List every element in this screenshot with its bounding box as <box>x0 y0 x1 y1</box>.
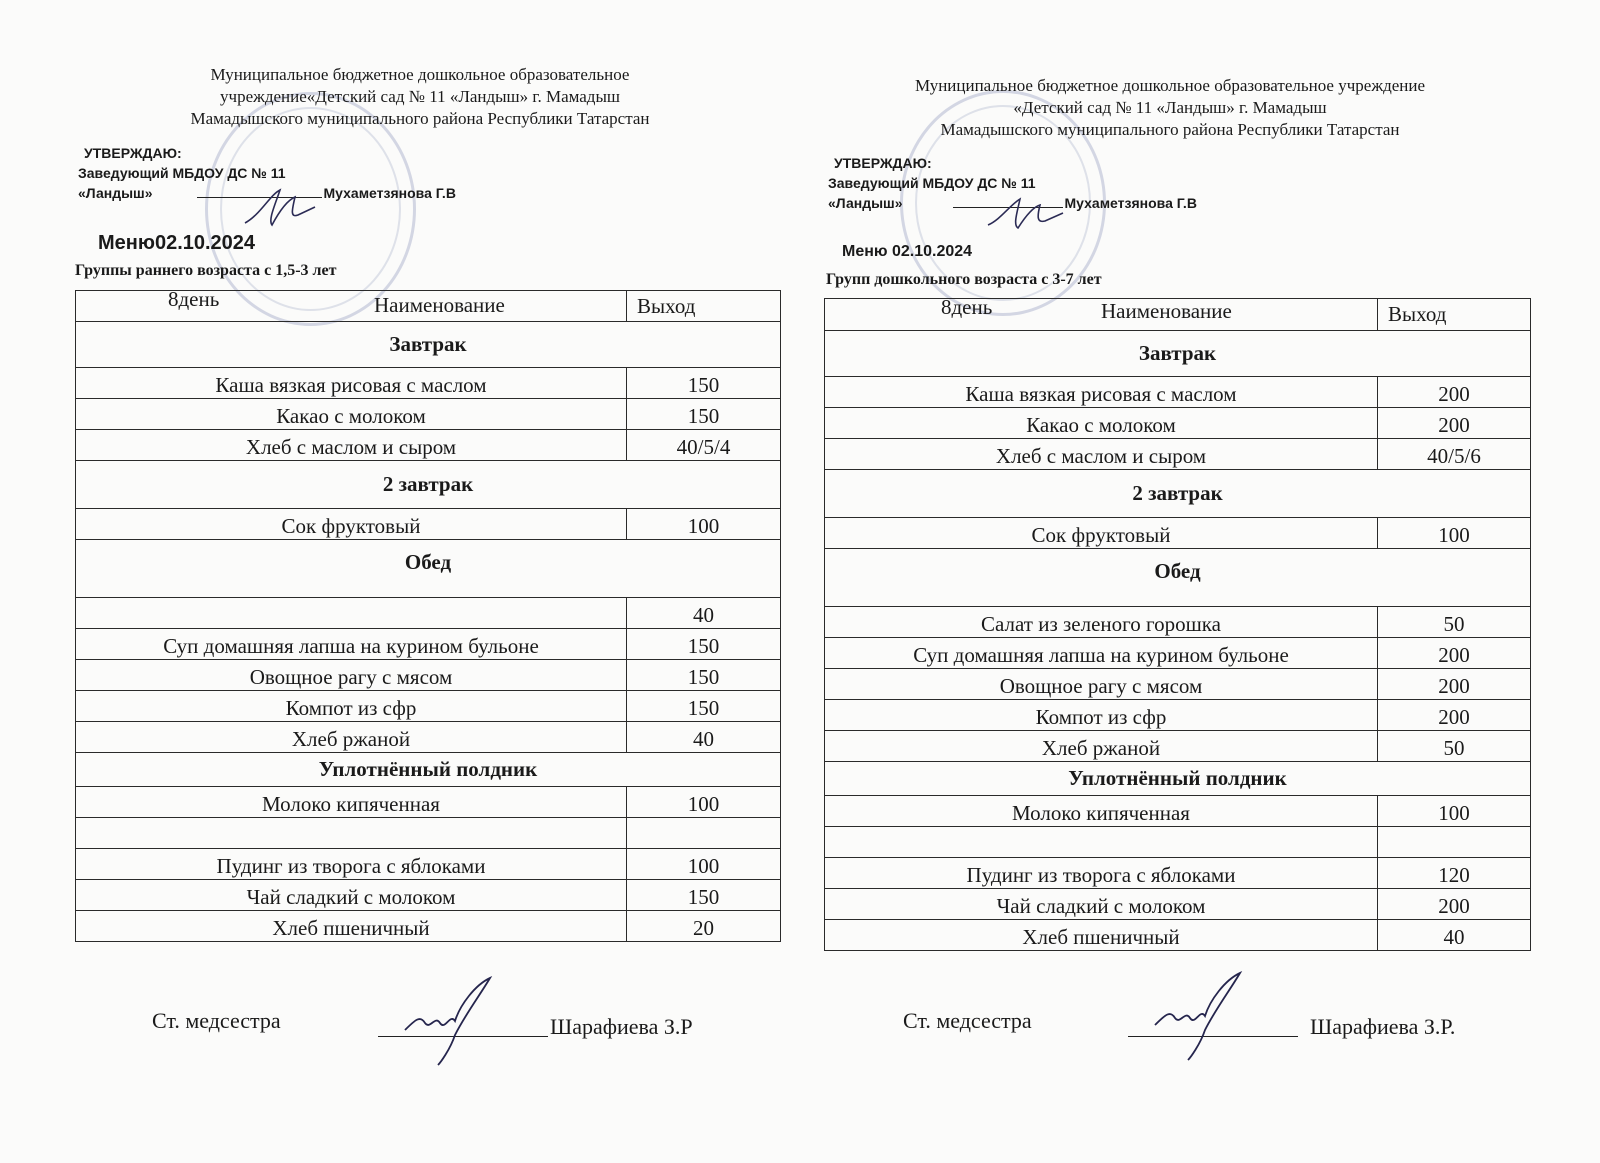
left-section-breakfast: Завтрак <box>76 322 781 368</box>
right-dish-name: Хлеб пшеничный <box>825 920 1378 951</box>
left-menu-row <box>76 691 781 722</box>
right-menu-row <box>825 858 1531 889</box>
left-dish-name <box>76 598 627 629</box>
right-dish-output: 100 <box>1378 796 1531 827</box>
left-dish-name: Чай сладкий с молоком <box>76 880 627 911</box>
right-dish-output: 40/5/6 <box>1378 439 1531 470</box>
left-dish-output: 150 <box>627 399 781 430</box>
left-section-row-breakfast <box>76 322 781 368</box>
left-dish-name: Сок фруктовый <box>76 509 627 540</box>
right-approve-label: УТВЕРЖДАЮ: <box>834 155 932 171</box>
right-dish-output: 100 <box>1378 518 1531 549</box>
right-section-row-snack <box>825 762 1531 796</box>
left-menu-row <box>76 880 781 911</box>
right-section-snack: Уплотнённый полдник <box>825 762 1531 796</box>
right-nurse-name: Шарафиева З.Р. <box>1310 1014 1456 1039</box>
left-menu-date: Меню02.10.2024 <box>98 232 256 254</box>
right-menu-row <box>825 377 1531 408</box>
right-menu-row <box>825 827 1531 858</box>
left-org-line2: учреждение«Детский сад № 11 «Ландыш» г. Мамадыш <box>220 87 620 106</box>
right-header-output: Выход <box>1378 299 1531 331</box>
left-dish-name <box>76 818 627 849</box>
left-org-header <box>120 64 720 130</box>
right-dish-output: 200 <box>1378 669 1531 700</box>
left-dish-name: Хлеб пшеничный <box>76 911 627 942</box>
right-header-name-cell <box>825 299 1378 331</box>
left-dish-name: Овощное рагу с мясом <box>76 660 627 691</box>
left-table-header <box>76 291 781 322</box>
left-dish-output: 100 <box>627 787 781 818</box>
right-menu-row <box>825 669 1531 700</box>
left-dish-output: 40/5/4 <box>627 430 781 461</box>
right-head-signature <box>985 195 1065 235</box>
left-menu-body <box>76 322 781 942</box>
right-dish-name: Компот из сфр <box>825 700 1378 731</box>
right-dish-output <box>1378 827 1531 858</box>
left-dish-output: 150 <box>627 691 781 722</box>
right-dish-output: 120 <box>1378 858 1531 889</box>
left-header-name: Наименование <box>374 293 505 317</box>
left-nurse-label: Ст. медсестра <box>152 1008 281 1033</box>
left-dish-output: 100 <box>627 509 781 540</box>
left-menu-row <box>76 787 781 818</box>
right-menu-body <box>825 331 1531 951</box>
right-menu-row <box>825 408 1531 439</box>
left-dish-output: 20 <box>627 911 781 942</box>
left-dish-name: Пудинг из творога с яблоками <box>76 849 627 880</box>
right-menu-row <box>825 889 1531 920</box>
right-section-breakfast: Завтрак <box>825 331 1531 377</box>
right-menu-row <box>825 731 1531 762</box>
right-menu-row <box>825 638 1531 669</box>
right-dish-name: Какао с молоком <box>825 408 1378 439</box>
left-dish-output: 150 <box>627 880 781 911</box>
left-nurse-signature <box>400 975 510 1070</box>
right-dish-name: Сок фруктовый <box>825 518 1378 549</box>
right-nurse-label: Ст. медсестра <box>903 1008 1032 1033</box>
left-org-line3: Мамадышского муниципального района Республики Татарстан <box>190 109 650 128</box>
left-header-name-cell <box>76 291 627 322</box>
right-dish-name: Суп домашняя лапша на курином бульоне <box>825 638 1378 669</box>
right-nurse-signature <box>1150 970 1260 1065</box>
right-dish-name: Хлеб с маслом и сыром <box>825 439 1378 470</box>
left-group-label: Группы раннего возраста с 1,5-3 лет <box>75 262 337 279</box>
right-menu-row <box>825 796 1531 827</box>
left-dish-output: 100 <box>627 849 781 880</box>
left-dish-name: Какао с молоком <box>76 399 627 430</box>
left-dish-output: 40 <box>627 598 781 629</box>
right-header-day: 8день <box>941 298 993 319</box>
right-head-org: «Ландыш» <box>828 195 903 211</box>
left-section-row-breakfast2 <box>76 461 781 509</box>
right-menu-date: Меню 02.10.2024 <box>842 243 973 260</box>
right-menu-table <box>824 298 1531 951</box>
left-section-row-snack <box>76 753 781 787</box>
left-head-title: Заведующий МБДОУ ДС № 11 <box>78 165 286 181</box>
left-approve-label: УТВЕРЖДАЮ: <box>84 145 182 161</box>
left-section-breakfast2: 2 завтрак <box>76 461 781 509</box>
left-dish-name: Компот из сфр <box>76 691 627 722</box>
right-dish-name: Хлеб ржаной <box>825 731 1378 762</box>
right-dish-name: Чай сладкий с молоком <box>825 889 1378 920</box>
left-menu-row <box>76 399 781 430</box>
left-head-org: «Ландыш» <box>78 185 153 201</box>
left-menu-row <box>76 629 781 660</box>
left-menu-row <box>76 722 781 753</box>
right-dish-output: 50 <box>1378 731 1531 762</box>
right-dish-name <box>825 827 1378 858</box>
right-section-lunch: Обед <box>825 549 1531 607</box>
left-header-output: Выход <box>627 291 781 322</box>
left-menu-row <box>76 660 781 691</box>
left-menu-row <box>76 368 781 399</box>
left-section-row-lunch <box>76 540 781 598</box>
right-group-label: Групп дошкольного возраста с 3-7 лет <box>826 271 1102 288</box>
right-menu-row <box>825 607 1531 638</box>
right-head-title: Заведующий МБДОУ ДС № 11 <box>828 175 1036 191</box>
right-dish-name: Овощное рагу с мясом <box>825 669 1378 700</box>
right-section-row-breakfast <box>825 331 1531 377</box>
left-org-line1: Муниципальное бюджетное дошкольное образовательное <box>210 65 630 84</box>
left-menu-table <box>75 290 781 942</box>
left-dish-output: 150 <box>627 368 781 399</box>
right-dish-output: 200 <box>1378 700 1531 731</box>
left-section-lunch: Обед <box>76 540 781 598</box>
right-section-row-breakfast2 <box>825 470 1531 518</box>
right-section-breakfast2: 2 завтрак <box>825 470 1531 518</box>
left-menu-row <box>76 430 781 461</box>
left-dish-output <box>627 818 781 849</box>
right-menu-row <box>825 439 1531 470</box>
left-dish-name: Суп домашняя лапша на курином бульоне <box>76 629 627 660</box>
right-dish-name: Салат из зеленого горошка <box>825 607 1378 638</box>
right-dish-name: Каша вязкая рисовая с маслом <box>825 377 1378 408</box>
left-menu-row <box>76 598 781 629</box>
right-org-header <box>840 75 1500 141</box>
left-dish-name: Молоко кипяченная <box>76 787 627 818</box>
left-dish-name: Каша вязкая рисовая с маслом <box>76 368 627 399</box>
right-dish-output: 200 <box>1378 408 1531 439</box>
left-head-signature <box>240 185 320 230</box>
right-dish-output: 40 <box>1378 920 1531 951</box>
right-menu-row <box>825 700 1531 731</box>
right-org-line3: Мамадышского муниципального района Республики Татарстан <box>940 120 1400 139</box>
right-section-row-lunch <box>825 549 1531 607</box>
right-dish-output: 200 <box>1378 377 1531 408</box>
right-table-header <box>825 299 1531 331</box>
left-header-day: 8день <box>168 290 220 311</box>
right-header-name: Наименование <box>1101 299 1232 323</box>
left-dish-output: 150 <box>627 660 781 691</box>
right-head-name: Мухаметзянова Г.В <box>1064 195 1197 211</box>
left-dish-name: Хлеб с маслом и сыром <box>76 430 627 461</box>
left-menu-row <box>76 818 781 849</box>
left-menu-row <box>76 849 781 880</box>
left-dish-output: 40 <box>627 722 781 753</box>
left-menu-row <box>76 911 781 942</box>
right-org-line1: Муниципальное бюджетное дошкольное образовательное учреждение <box>915 76 1425 95</box>
right-dish-output: 50 <box>1378 607 1531 638</box>
left-dish-name: Хлеб ржаной <box>76 722 627 753</box>
left-section-snack: Уплотнённый полдник <box>76 753 781 787</box>
right-menu-row <box>825 920 1531 951</box>
right-dish-name: Пудинг из творога с яблоками <box>825 858 1378 889</box>
right-dish-name: Молоко кипяченная <box>825 796 1378 827</box>
left-menu-row <box>76 509 781 540</box>
right-dish-output: 200 <box>1378 889 1531 920</box>
right-menu-row <box>825 518 1531 549</box>
right-dish-output: 200 <box>1378 638 1531 669</box>
right-org-line2: «Детский сад № 11 «Ландыш» г. Мамадыш <box>1013 98 1327 117</box>
left-dish-output: 150 <box>627 629 781 660</box>
left-head-name: Мухаметзянова Г.В <box>323 185 456 201</box>
left-nurse-name: Шарафиева З.Р <box>550 1014 693 1039</box>
